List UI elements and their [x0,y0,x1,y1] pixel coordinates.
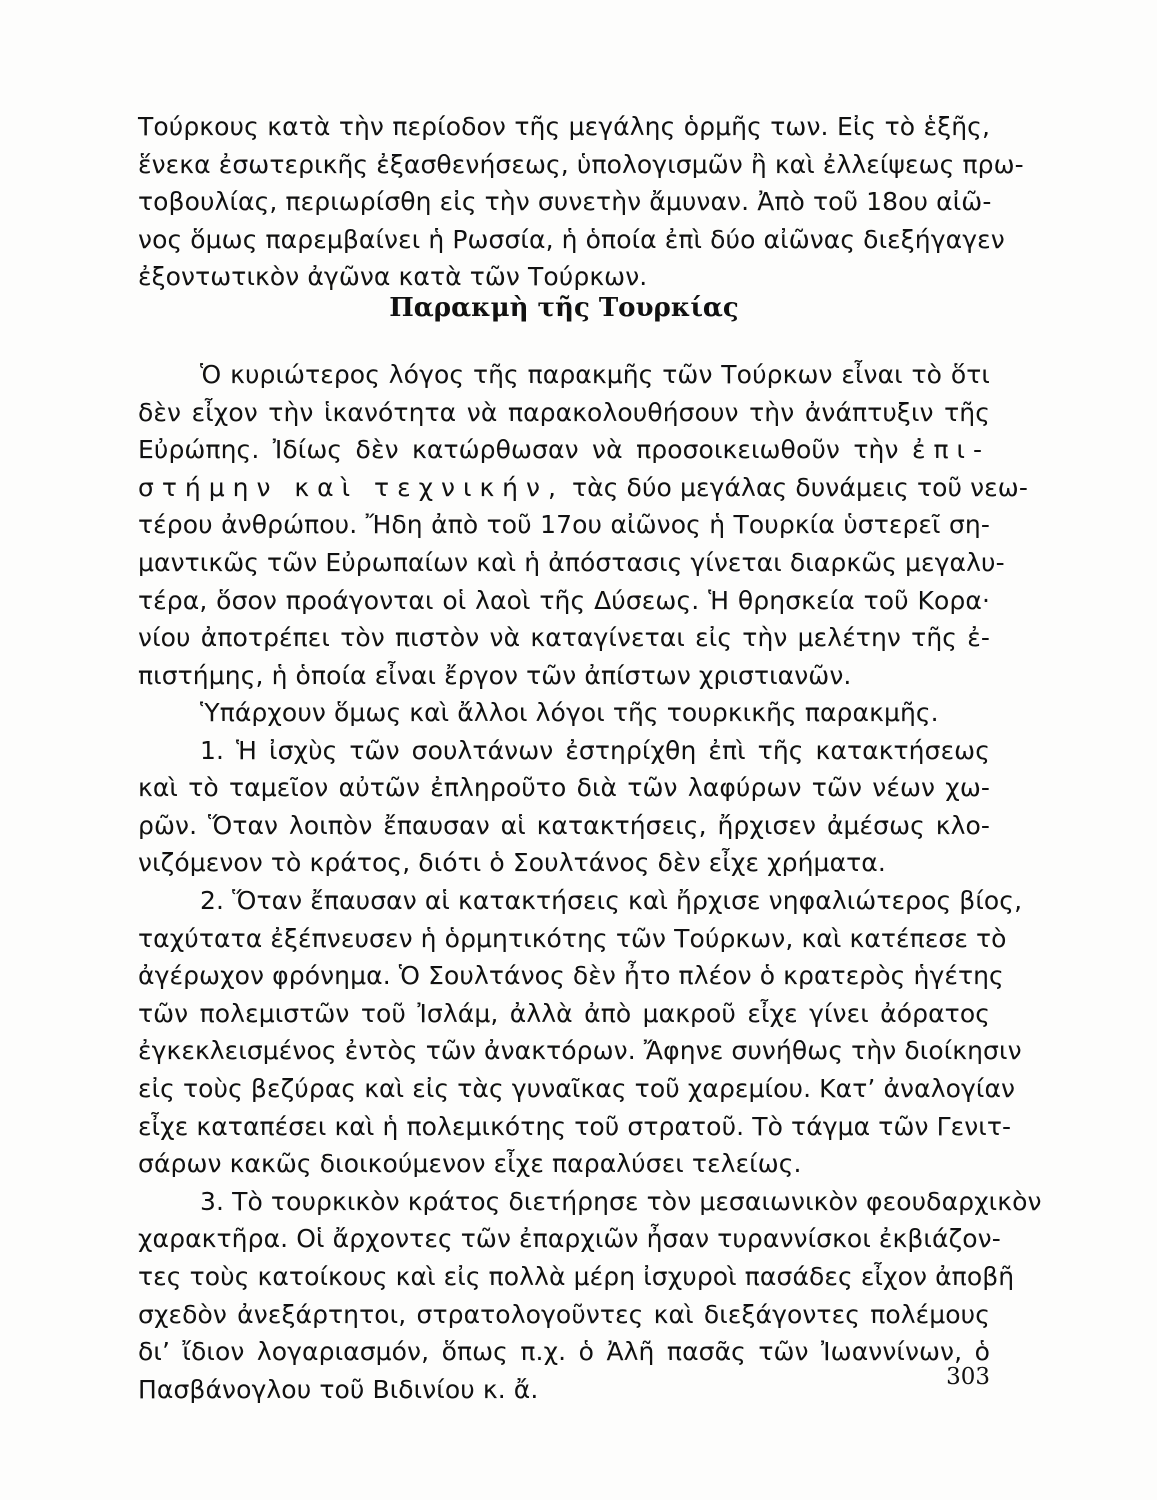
text-line: Ὁ κυριώτερος λόγος τῆς παρακμῆς τῶν Τούρκων εἶναι τὸ ὅτι [200,360,990,389]
text-line: 3. Τὸ τουρκικὸν κράτος διετήρησε τὸν μεσαιωνικὸν φεουδαρχικὸν [200,1186,1042,1216]
text-line: τέρα, ὅσον προάγονται οἱ λαοὶ τῆς Δύσεως. Ἡ θρησκεία τοῦ Κορα· [138,585,990,615]
text-line: τες τοὺς κατοίκους καὶ εἰς πολλὰ μέρη ἰσχυροὶ πασάδες εἶχον ἀποβῆ [138,1261,1015,1291]
text-line: τοβουλίας, περιωρίσθη εἰς τὴν συνετὴν ἄμυναν. Ἀπὸ τοῦ 18ου αἰῶ- [138,187,992,217]
text-line: Τούρκους κατὰ τὴν περίοδον τῆς μεγάλης ὁρμῆς των. Εἰς τὸ ἑξῆς, [138,112,990,141]
text-line: ἀγέρωχον φρόνημα. Ὁ Σουλτάνος δὲν ἦτο πλέον ὁ κρατερὸς ἡγέτης [138,961,1004,991]
text-line: 1. Ἡ ἰσχὺς τῶν σουλτάνων ἐστηρίχθη ἐπὶ τῆς κατακτήσεως [200,735,990,765]
text-line: ἐγκεκλεισμένος ἐντὸς τῶν ἀνακτόρων. Ἄφηνε συνήθως τὴν διοίκησιν [138,1036,1022,1066]
text-line [138,469,1028,507]
text-line: 2. Ὅταν ἔπαυσαν αἱ κατακτήσεις καὶ ἤρχισε νηφαλιώτερος βίος, [200,885,1023,915]
text-line: σχεδὸν ἀνεξάρτητοι, στρατολογοῦντες καὶ διεξάγοντες πολέμους [138,1299,990,1329]
text-line: τέρου ἀνθρώπου. Ἤδη ἀπὸ τοῦ 17ου αἰῶνος ἡ Τουρκία ὑστερεῖ ση- [138,510,990,540]
text-line [138,431,990,469]
text-line: ἕνεκα ἐσωτερικῆς ἐξασθενήσεως, ὑπολογισμῶν ἢ καὶ ἐλλείψεως πρω- [138,149,1024,179]
text-line: σάρων κακῶς διοικούμενον εἶχε παραλύσει τελείως. [138,1149,802,1179]
text-line: εἰς τοὺς βεζύρας καὶ εἰς τὰς γυναῖκας τοῦ χαρεμίου. Κατ’ ἀναλογίαν [138,1073,1016,1103]
text-line-part: τὰς δύο μεγάλας δυνάμεις τοῦ νεω- [572,472,1028,502]
text-line: τῶν πολεμιστῶν τοῦ Ἰσλάμ, ἀλλὰ ἀπὸ μακροῦ εἶχε γίνει ἀόρατος [138,998,990,1028]
text-line-part: Εὐρώπης. Ἰδίως δὲν κατώρθωσαν νὰ προσοικειωθοῦν τὴν [138,435,899,465]
spaced-emphasis: ἐπι- [911,435,991,465]
text-line: πιστήμης, ἡ ὁποία εἶναι ἔργον τῶν ἀπίστων χριστιανῶν. [138,660,852,690]
section-heading: Παρακμὴ τῆς Τουρκίας [389,293,739,323]
spaced-emphasis: στήμην καὶ τεχνικήν, [138,472,564,502]
reasons-section [138,694,1042,1408]
text-line: δι’ ἴδιον λογαριασμόν, ὅπως π.χ. ὁ Ἀλῆ πασᾶς τῶν Ἰωαννίνων, ὁ [138,1337,990,1367]
text-line: Ὑπάρχουν ὅμως καὶ ἄλλοι λόγοι τῆς τουρκικῆς παρακμῆς. [200,698,939,727]
text-line: ἐξοντωτικὸν ἀγῶνα κατὰ τῶν Τούρκων. [138,262,648,292]
intro-paragraph [138,108,1024,296]
text-line: ταχύτατα ἐξέπνευσεν ἡ ὁρμητικότης τῶν Τούρκων, καὶ κατέπεσε τὸ [138,923,1007,953]
text-line: καὶ τὸ ταμεῖον αὐτῶν ἐπληροῦτο διὰ τῶν λαφύρων τῶν νέων χω- [138,773,990,803]
page-number: 303 [946,1364,990,1390]
text-line: μαντικῶς τῶν Εὐρωπαίων καὶ ἡ ἀπόστασις γίνεται διαρκῶς μεγαλυ- [138,547,1005,577]
text-line: ρῶν. Ὅταν λοιπὸν ἔπαυσαν αἱ κατακτήσεις, ἤρχισεν ἀμέσως κλο- [138,810,990,840]
text-line: εἶχε καταπέσει καὶ ἡ πολεμικότης τοῦ στρατοῦ. Τὸ τάγμα τῶν Γενιτ- [138,1111,1012,1141]
text-line: νιζόμενον τὸ κράτος, διότι ὁ Σουλτάνος δὲν εἶχε χρήματα. [138,848,886,878]
text-line: χαρακτῆρα. Οἱ ἄρχοντες τῶν ἐπαρχιῶν ἦσαν τυραννίσκοι ἐκβιάζον- [138,1224,1001,1254]
text-line: νίου ἀποτρέπει τὸν πιστὸν νὰ καταγίνεται εἰς τὴν μελέτην τῆς ἐ- [138,623,990,653]
decline-paragraph [138,356,1028,694]
text-line: νος ὅμως παρεμβαίνει ἡ Ρωσσία, ἡ ὁποία ἐπὶ δύο αἰῶνας διεξήγαγεν [138,224,1005,254]
text-line: δὲν εἶχον τὴν ἱκανότητα νὰ παρακολουθήσουν τὴν ἀνάπτυξιν τῆς [138,397,990,427]
text-line: Πασβάνογλου τοῦ Βιδινίου κ. ἄ. [138,1374,539,1404]
